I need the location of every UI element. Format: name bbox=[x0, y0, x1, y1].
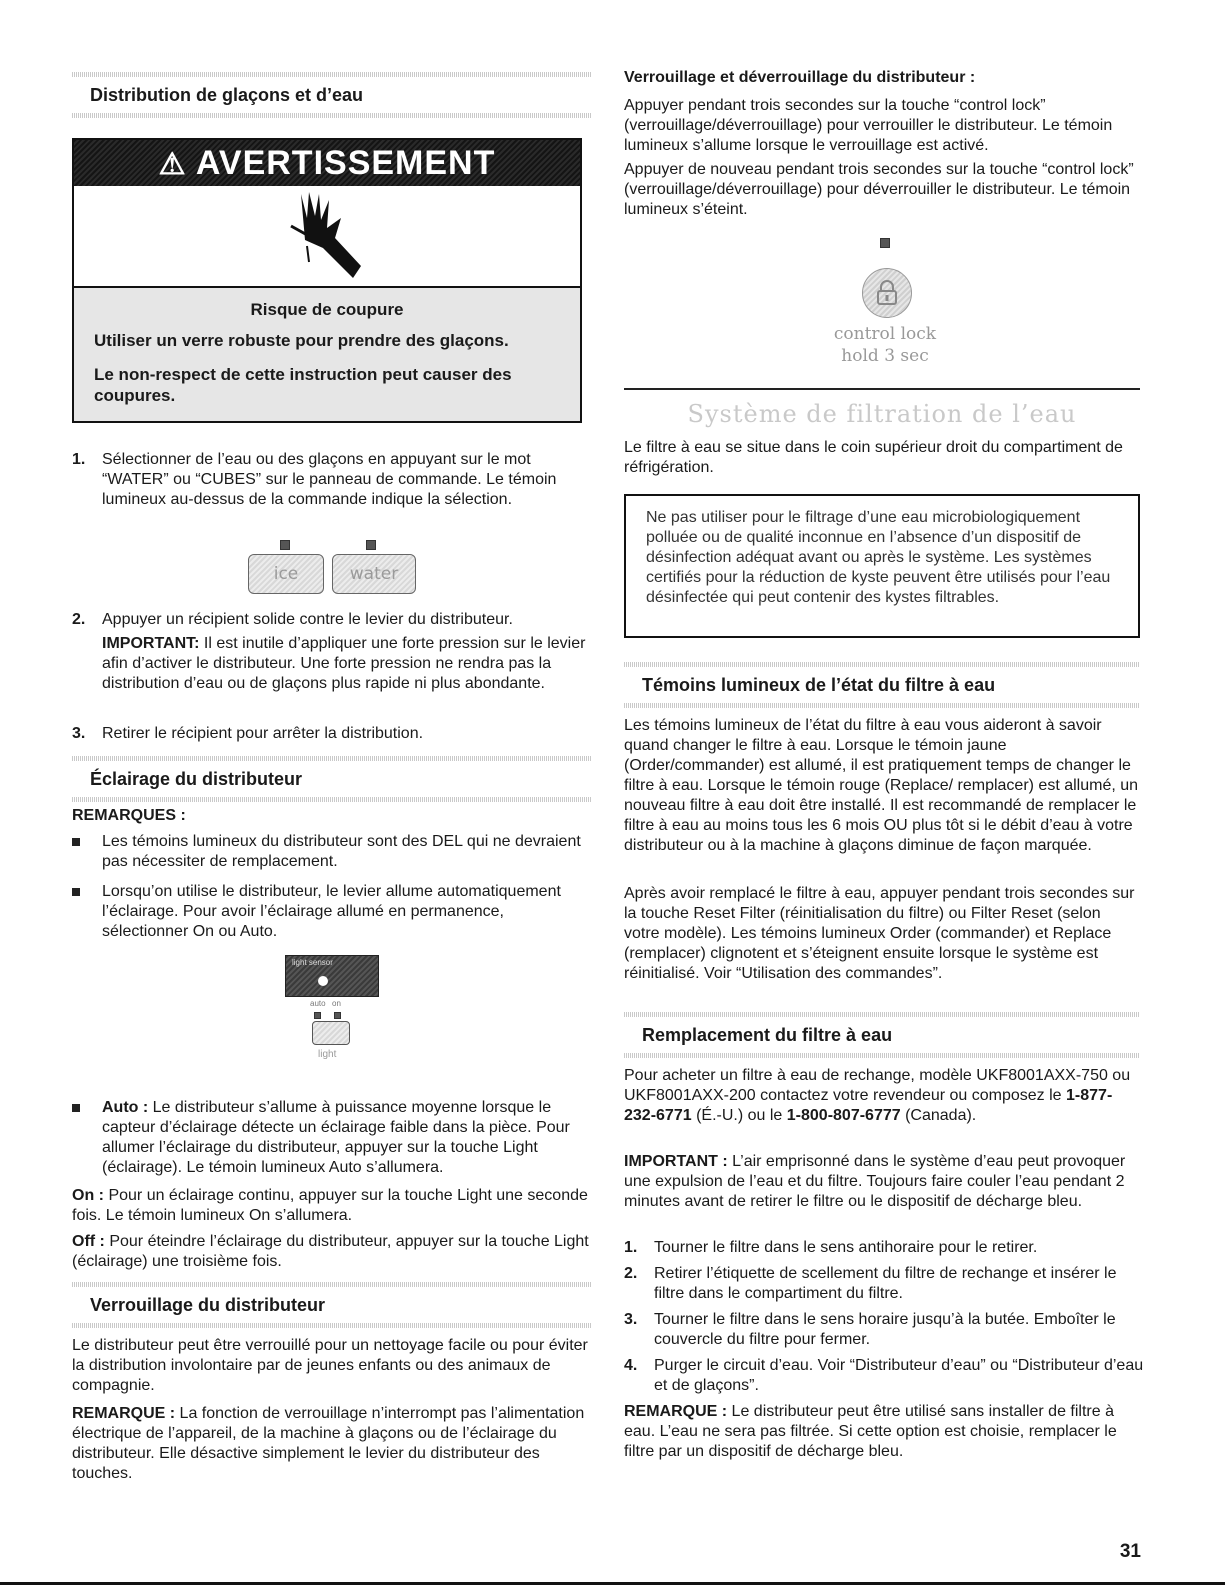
bullet-text: Les témoins lumineux du distributeur sont des DEL qui ne devraient pas nécessiter de remplacement. bbox=[102, 833, 581, 870]
divider bbox=[72, 113, 592, 118]
sensor-dot-icon bbox=[318, 976, 328, 986]
important-paragraph bbox=[624, 1152, 1140, 1212]
step-text: Retirer le récipient pour arrêter la distribution. bbox=[102, 725, 424, 742]
warning-line-1: Utiliser un verre robuste pour prendre des glaçons. bbox=[94, 331, 509, 350]
step-number: 4. bbox=[624, 1357, 638, 1374]
step-text: Tourner le filtre dans le sens horaire jusqu’à la butée. Emboîter le couvercle du filtre pour fermer. bbox=[654, 1311, 1116, 1348]
bullet-icon bbox=[72, 1104, 80, 1112]
bullet-icon bbox=[72, 838, 80, 846]
control-lock-button bbox=[862, 268, 912, 318]
step-number: 1. bbox=[72, 451, 86, 468]
section-title: Verrouillage du distributeur bbox=[90, 1295, 326, 1315]
light-label: light bbox=[318, 1049, 337, 1060]
auto-mode-text: Le distributeur s’allume à puissance moyenne lorsque le capteur d’éclairage détecte un éclairage faible dans la pièce. Pour allumer l’éclairage du distributeur, appuyer sur la touche Light (éclairage). Le témoin lumineux Auto s’allumera. bbox=[102, 1099, 570, 1176]
lock-heading: Verrouillage et déverrouillage du distributeur : bbox=[624, 69, 976, 86]
step-text: Purger le circuit d’eau. Voir “Distributeur d’eau” ou “Distributeur d’eau et de glaçons”. bbox=[654, 1357, 1144, 1394]
light-control-panel bbox=[270, 955, 390, 1070]
important-text: Il est inutile d’appliquer une forte pression sur le levier afin d’activer le distributeur. Une forte pression ne rendra pas la distribution d’eau ou de glaçons plus rapide ni plus abondante. bbox=[102, 635, 586, 692]
remarque-text: La fonction de verrouillage n’interrompt pas l’alimentation électrique de l’appareil, de la machine à glaçons ou de l’éclairage du distributeur. Elle désactive simplement le levier du distributeur des touches. bbox=[72, 1405, 585, 1482]
replace-text-a: Pour acheter un filtre à eau de rechange, modèle UKF8001AXX-750 ou UKF8001AXX-200 contactez votre revendeur ou composez le bbox=[624, 1067, 1131, 1104]
divider bbox=[624, 388, 1140, 390]
step-number: 1. bbox=[624, 1239, 638, 1256]
warning-pictogram bbox=[74, 186, 580, 288]
step-text: Appuyer un récipient solide contre le levier du distributeur. bbox=[102, 611, 513, 628]
on-mode-text: Pour un éclairage continu, appuyer sur la touche Light une seconde fois. Le témoin lumineux On s’allumera. bbox=[72, 1187, 588, 1224]
section-title: Remplacement du filtre à eau bbox=[642, 1025, 893, 1045]
light-sensor-label: light sensor bbox=[292, 958, 333, 967]
section-header-lighting bbox=[72, 756, 592, 802]
replace-paragraph bbox=[624, 1066, 1140, 1126]
warning-line-2: Le non-respect de cette instruction peut causer des coupures. bbox=[94, 365, 512, 405]
filter-location: Le filtre à eau se situe dans le coin supérieur droit du compartiment de réfrigération. bbox=[624, 439, 1123, 476]
step-number: 3. bbox=[72, 725, 86, 742]
water-button: water bbox=[332, 554, 416, 594]
ice-indicator-led bbox=[280, 540, 290, 550]
off-mode-label: Off : bbox=[72, 1233, 105, 1250]
section-header-filter-replace bbox=[624, 1012, 1140, 1058]
divider bbox=[72, 797, 592, 802]
auto-led bbox=[314, 1012, 321, 1019]
filter-status-paragraph-1: Les témoins lumineux de l’état du filtre à eau vous aideront à savoir quand changer le filtre à eau. Lorsque le témoin jaune (Order/commander) est allumé, il est pratiquement temps de changer le filtre à eau. Lorsque le témoin rouge (Replace/ remplacer) est allumé, un nouveau filtre à eau doit être installé. Il est recommandé de remplacer le filtre à eau au moins tous les 6 mois OU plus tôt si le débit d’eau à votre distributeur ou à la machine à glaçons diminue de façon marquée. bbox=[624, 717, 1139, 854]
caution-text: Ne pas utiliser pour le filtrage d’une eau microbiologiquement polluée ou de qualité inconnue en l’absence d’un dispositif de désinfection adéquat avant ou après le système. Les systèmes certifiés pour la réduction de kyste peuvent être utilisés pour l’eau désinfectée qui peut contenir des kystes filtrables. bbox=[646, 509, 1111, 606]
warning-title: AVERTISSEMENT bbox=[195, 144, 496, 182]
control-lock-panel bbox=[820, 234, 950, 369]
step-text: Sélectionner de l’eau ou des glaçons en appuyant sur le mot “WATER” ou “CUBES” sur le panneau de commande. Le témoin lumineux au-dessus de la commande indique la sélection. bbox=[102, 451, 557, 508]
on-led bbox=[334, 1012, 341, 1019]
divider bbox=[72, 1323, 592, 1328]
water-indicator-led bbox=[366, 540, 376, 550]
warning-risk: Risque de coupure bbox=[250, 300, 404, 319]
replace-step-2 bbox=[624, 1264, 1144, 1308]
step-1 bbox=[72, 450, 592, 530]
replace-text-c: (Canada). bbox=[900, 1107, 977, 1124]
bullet-item bbox=[72, 832, 592, 878]
padlock-icon bbox=[873, 279, 901, 307]
step-3 bbox=[72, 724, 592, 746]
step-2 bbox=[72, 610, 592, 710]
section-header-filter-status bbox=[624, 662, 1140, 708]
final-remarque bbox=[624, 1402, 1140, 1462]
lock-indicator-led bbox=[880, 238, 890, 248]
filter-status-paragraph-2: Après avoir remplacé le filtre à eau, appuyer pendant trois secondes sur la touche Reset Filter (réinitialisation du filtre) ou Filter Reset (selon votre modèle). Les témoins lumineux Order (commander) et Replace (remplacer) clignotent et s’éteignent ensuite lorsque le système est réinitialisé. Voir “Utilisation des commandes”. bbox=[624, 885, 1135, 982]
section-title: Distribution de glaçons et d’eau bbox=[90, 85, 364, 105]
hold-label: hold 3 sec bbox=[841, 346, 929, 366]
lock-paragraph-1: Appuyer pendant trois secondes sur la touche “control lock” (verrouillage/déverrouillage) pour verrouiller le distributeur. Le témoin lumineux s’allume lorsque le verrouillage est activé. bbox=[624, 97, 1113, 154]
step-number: 3. bbox=[624, 1311, 638, 1328]
warning-message bbox=[74, 288, 580, 421]
remarque-text: Le distributeur peut être utilisé sans installer de filtre à eau. L’eau ne sera pas filtrée. Si cette option est choisie, remplacer le filtre par un dispositif de décharge bleu. bbox=[624, 1403, 1117, 1460]
auto-mode-label: Auto : bbox=[102, 1099, 149, 1116]
bullet-text: Lorsqu’on utilise le distributeur, le levier allume automatiquement l’éclairage. Pour avoir l’éclairage allumé en permanence, sélectionner On ou Auto. bbox=[102, 883, 561, 940]
phone-canada: 1-800-807-6777 bbox=[786, 1107, 901, 1124]
lock-paragraph: Le distributeur peut être verrouillé pour un nettoyage facile ou pour éviter la distribution involontaire par de jeunes enfants ou des animaux de compagnie. bbox=[72, 1337, 588, 1394]
replace-text-b: (É.-U.) ou le bbox=[691, 1107, 787, 1124]
on-mode-label: On : bbox=[72, 1187, 104, 1204]
remarque-label: REMARQUE : bbox=[72, 1405, 176, 1422]
replace-step-4 bbox=[624, 1356, 1144, 1400]
section-title: Éclairage du distributeur bbox=[90, 769, 303, 789]
control-lock-label: control lock bbox=[833, 324, 937, 344]
lock-paragraph-2: Appuyer de nouveau pendant trois secondes sur la touche “control lock” (verrouillage/déverrouillage) pour déverrouiller le distributeur. Le témoin lumineux s’éteint. bbox=[624, 161, 1134, 218]
on-mode-paragraph bbox=[72, 1186, 592, 1226]
bullet-item-auto bbox=[72, 1098, 592, 1184]
section-header-lock bbox=[72, 1282, 592, 1328]
phone-us: 1-877-232-6771 bbox=[624, 1087, 1113, 1124]
ice-button: ice bbox=[248, 554, 324, 594]
divider bbox=[624, 703, 1140, 708]
important-note bbox=[102, 634, 592, 694]
bullet-icon bbox=[72, 888, 80, 896]
remarque-label: REMARQUE : bbox=[624, 1403, 728, 1420]
section-title: Témoins lumineux de l’état du filtre à eau bbox=[642, 675, 996, 695]
warning-box bbox=[72, 138, 582, 423]
bullet-item bbox=[72, 882, 592, 948]
warning-header bbox=[74, 140, 580, 186]
dispenser-selection-panel bbox=[228, 538, 428, 596]
light-sensor-window bbox=[285, 955, 379, 997]
step-number: 2. bbox=[624, 1265, 638, 1282]
caution-box bbox=[624, 494, 1140, 638]
important-label: IMPORTANT : bbox=[624, 1153, 728, 1170]
page-number: 31 bbox=[1119, 1541, 1141, 1562]
off-mode-paragraph bbox=[72, 1232, 592, 1272]
step-number: 2. bbox=[72, 611, 86, 628]
auto-label: auto bbox=[310, 999, 326, 1008]
replace-step-3 bbox=[624, 1310, 1144, 1354]
section-header-distribution bbox=[72, 72, 592, 118]
filtration-title: Système de filtration de l’eau bbox=[687, 400, 1077, 428]
warning-triangle-icon: ⚠ bbox=[158, 148, 196, 181]
important-text: L’air emprisonné dans le système d’eau peut provoquer une expulsion de l’eau et du filtre. Toujours faire couler l’eau pendant 2 minutes avant de retirer le filtre ou le dispositif de décharge bleu. bbox=[624, 1153, 1126, 1210]
on-label: on bbox=[332, 999, 341, 1008]
lock-remarque bbox=[72, 1404, 592, 1484]
hand-cut-icon bbox=[279, 188, 369, 284]
off-mode-text: Pour éteindre l’éclairage du distributeur, appuyer sur la touche Light (éclairage) une troisième fois. bbox=[72, 1233, 589, 1270]
divider bbox=[624, 1053, 1140, 1058]
remarques-label: REMARQUES : bbox=[72, 807, 186, 824]
replace-step-1 bbox=[624, 1238, 1144, 1260]
bullet-text bbox=[102, 1098, 592, 1178]
light-button bbox=[312, 1021, 350, 1045]
important-label: IMPORTANT: bbox=[102, 635, 200, 652]
step-text: Retirer l’étiquette de scellement du filtre de rechange et insérer le filtre dans le compartiment du filtre. bbox=[654, 1265, 1117, 1302]
step-text: Tourner le filtre dans le sens antihoraire pour le retirer. bbox=[654, 1239, 1038, 1256]
